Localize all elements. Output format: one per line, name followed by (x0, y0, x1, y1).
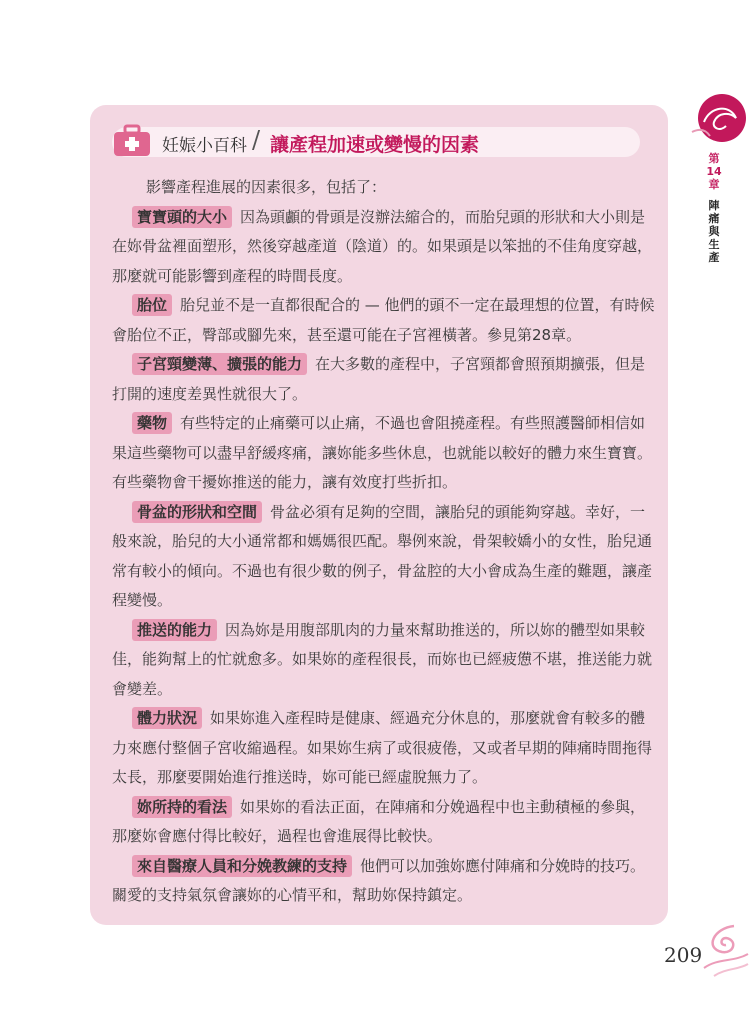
factor-text: 如果妳的看法正面，在陣痛和分娩過程中也主動積極的參與，那麼妳會應付得比較好，過程也會進展得比較快。 (112, 797, 646, 845)
factor-paragraph (112, 203, 657, 292)
category-label: 妊娠小百科 (162, 136, 247, 156)
factor-text: 骨盆必須有足夠的空間，讓胎兒的頭能夠穿越。幸好，一般來說，胎兒的大小通常都和媽媽很匹配。舉例來說，骨架較嬌小的女性，胎兒通常有較小的傾向。不過也有很少數的例子，骨盆腔的大小會成為生產的難題，讓產程變慢。 (112, 502, 653, 609)
chapter-number: 14 (706, 165, 722, 178)
swirl-ornament-icon (694, 918, 750, 978)
title-separator: / (252, 126, 261, 154)
factor-term: 骨盆的形狀和空間 (132, 501, 262, 523)
factor-text: 他們可以加強妳應付陣痛和分娩時的技巧。關愛的支持氣氛會讓妳的心情平和，幫助妳保持鎮定。 (112, 856, 646, 904)
page-number: 209 (664, 943, 703, 967)
section-char: 陣 (708, 199, 720, 212)
factor-text: 如果妳進入產程時是健康、經過充分休息的，那麼就會有較多的體力來應付整個子宮收縮過程。如果妳生病了或很疲倦，又或者早期的陣痛時間拖得太長，那麼要開始進行推送時，妳可能已經虛脫無力了。 (112, 709, 653, 786)
factor-paragraph (112, 793, 657, 852)
chapter-suffix: 章 (708, 178, 720, 191)
factor-text: 有些特定的止痛藥可以止痛，不過也會阻撓產程。有些照護醫師相信如果這些藥物可以盡早舒緩疼痛，讓妳能多些休息，也就能以較好的體力來生寶寶。有些藥物會干擾妳推送的能力，讓有效度打些折扣。 (112, 414, 653, 491)
factor-text: 因為頭顱的骨頭是沒辦法縮合的，而胎兒頭的形狀和大小則是在妳骨盆裡面塑形，然後穿越產道（陰道）的。如果頭是以笨拙的不佳角度穿越，那麼就可能影響到產程的時間長度。 (112, 207, 653, 285)
factor-term: 藥物 (132, 412, 172, 434)
section-char: 與 (708, 225, 720, 238)
chapter-side-tab (704, 152, 724, 264)
medical-kit-icon (112, 124, 152, 158)
factor-paragraph (112, 498, 657, 616)
factor-paragraph (112, 291, 657, 350)
chapter-flourish-icon (690, 92, 748, 146)
factor-paragraph (112, 852, 657, 911)
factor-term: 子宮頸變薄、擴張的能力 (132, 353, 307, 375)
chapter-prefix: 第 (708, 152, 720, 165)
factor-paragraph (112, 704, 657, 793)
factor-term: 寶寶頭的大小 (132, 206, 232, 228)
factor-term: 推送的能力 (132, 619, 217, 641)
factor-term: 妳所持的看法 (132, 796, 232, 818)
section-char: 產 (708, 251, 720, 264)
factor-text: 因為妳是用腹部肌肉的力量來幫助推送的，所以妳的體型如果較佳，能夠幫上的忙就愈多。如果妳的產程很長，而妳也已經疲憊不堪，推送能力就會變差。 (112, 620, 653, 698)
factor-paragraph (112, 616, 657, 705)
factor-text: 在大多數的產程中，子宮頸都會照預期擴張，但是打開的速度差異性就很大了。 (112, 355, 646, 403)
intro-paragraph: 影響產程進展的因素很多，包括了： (146, 178, 387, 196)
factor-paragraph (112, 350, 657, 409)
section-char: 痛 (708, 212, 720, 225)
factor-term: 體力狀況 (132, 707, 202, 729)
factor-term: 胎位 (132, 294, 172, 316)
factor-paragraph (112, 409, 657, 498)
page-title: 讓產程加速或變慢的因素 (270, 134, 480, 156)
factor-text: 胎兒並不是一直都很配合的 — 他們的頭不一定在最理想的位置，有時候會胎位不正，臀部或腳先來，甚至還可能在子宮裡橫著。參見第28章。 (112, 296, 655, 344)
section-char: 生 (708, 238, 720, 251)
factor-term: 來自醫療人員和分娩教練的支持 (132, 855, 352, 877)
article-body (112, 173, 657, 911)
